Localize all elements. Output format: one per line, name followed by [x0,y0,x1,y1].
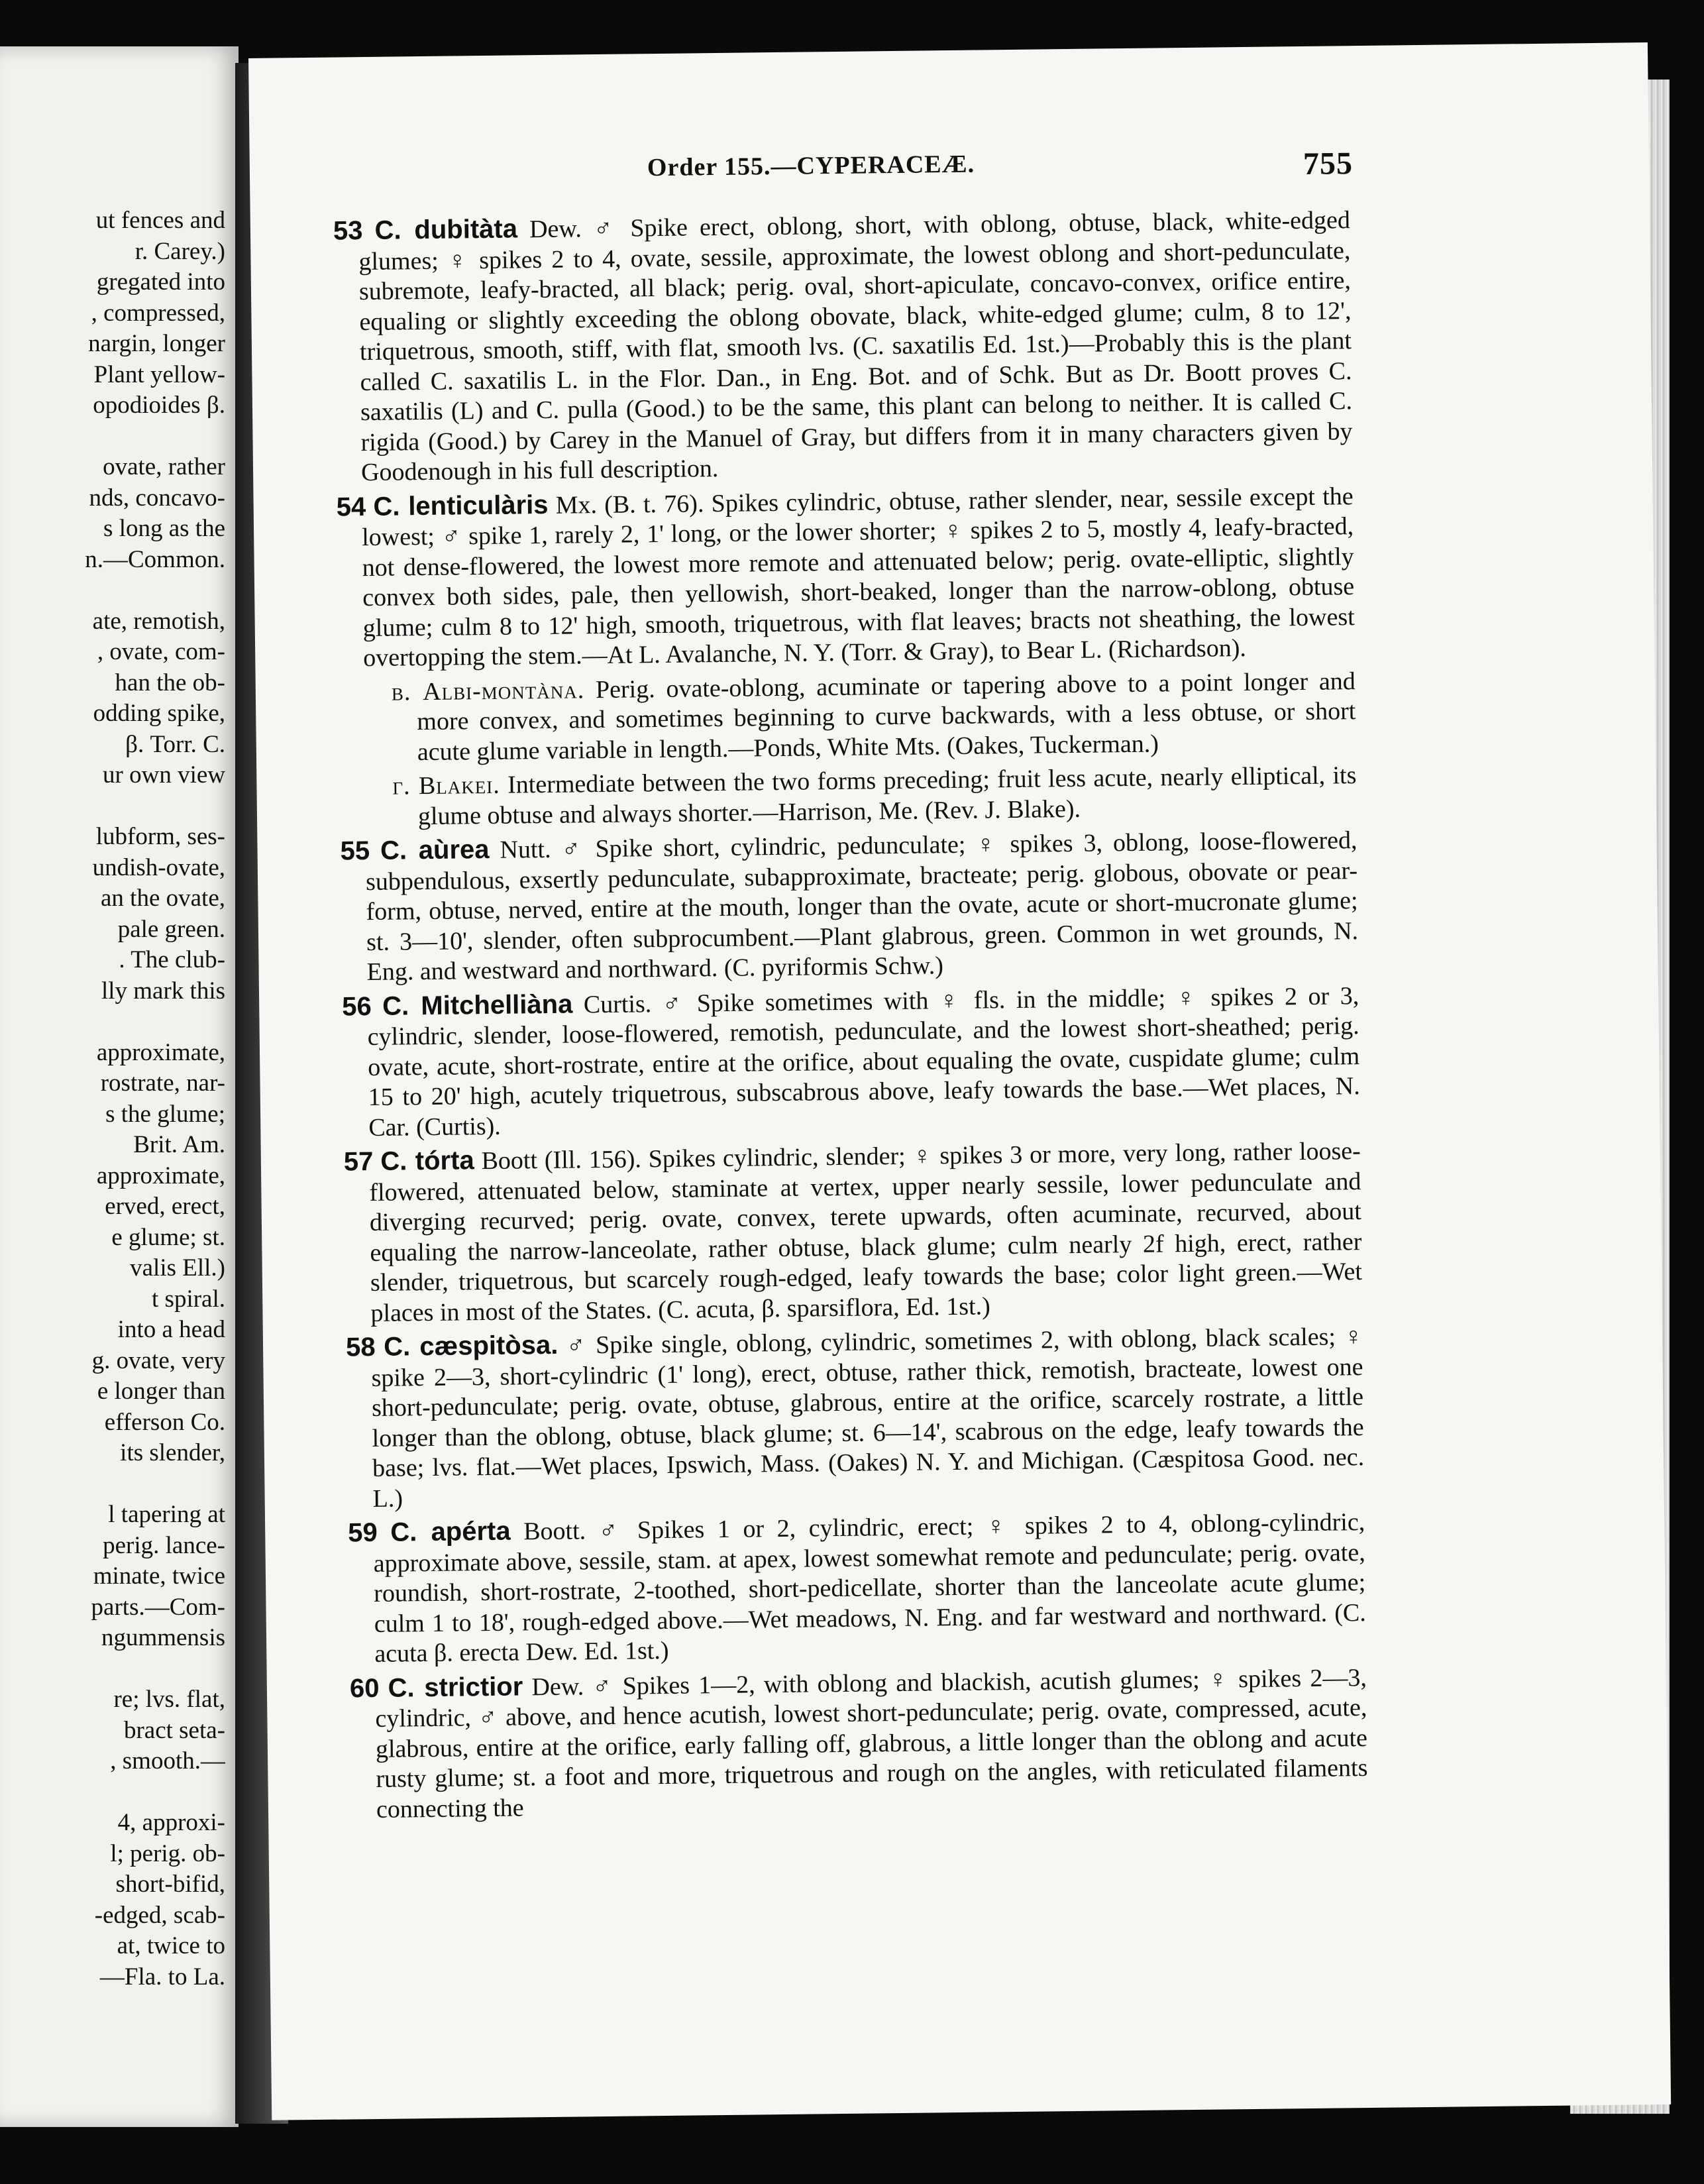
left-page-line: opodioides β. [93,392,225,419]
variety-name: γ. Blakei. [392,771,501,800]
left-page-line: ovate, rather [103,453,225,480]
species-name: C. aùrea [380,834,490,865]
running-head [250,142,1649,182]
left-page-line: ate, remotish, [92,607,225,635]
left-page-line: ut fences and [95,207,225,234]
variety-name: β. Albi-montàna. [391,675,585,706]
left-page-line: nargin, longer [88,330,225,357]
left-page-line: perig. lance- [103,1531,225,1559]
species-name: C. dubitàta [374,214,518,245]
right-page [248,42,1671,2120]
left-page-line: gregated into [96,268,225,296]
species-entry [348,1507,1366,1670]
entry-text: ♂ Spike single, oblong, cylindric, sometimes 2, with oblong, black scales; ♀ spike 2—3, short-cylindric (1' long), erect, obtuse, rather thick, remotish, bracteate, lowest one short-pedunculate; perig. ovate, obtuse, glabrous, entire at the orifice, scarcely rostrate, a little longer than the oblong, obtuse, black glume; st. 6—14', scabrous on the edge, leafy towards the base; lvs. flat.—Wet places, Ipswich, Mass. (Oakes) N. Y. and Michigan. (Cæspitosa Good. nec. L.) [371,1323,1365,1513]
left-page-line: e glume; st. [111,1223,225,1251]
page-number: 755 [1303,146,1354,182]
left-page-line: n.—Common. [85,545,225,573]
left-page-line: re; lvs. flat, [113,1686,225,1713]
left-page-line: s the glume; [105,1100,225,1128]
left-page-line: t spiral. [152,1285,225,1313]
variety-entry [339,667,1356,769]
left-page-line: e longer than [97,1378,225,1405]
left-page-line: approximate, [96,1038,225,1066]
species-entry [346,1321,1365,1514]
left-page-line: s long as the [103,515,225,542]
entry-text: Nutt. ♂ Spike short, cylindric, pedunculate; ♀ spikes 3, oblong, loose-flowered, subpendulous, exsertly pedunculate, subapproximate, bracteate; perig. globous, obovate or pear-form, obtuse, nerved, entire at the mouth, longer than the ovate, acute or short-mucronate glume; st. 3—10', slender, often subprocumbent.—Plant glabrous, green. Common in wet grounds, N. Eng. and westward and northward. (C. pyriformis Schw.) [365,826,1359,987]
species-name: C. Mitchelliàna [382,989,573,1021]
left-page-line: Plant yellow- [93,360,225,388]
left-page-line: valis Ell.) [130,1254,225,1282]
entry-text: Curtis. ♂ Spike sometimes with ♀ fls. in the middle; ♀ spikes 2 or 3, cylindric, slender, loose-flowered, remotish, pedunculate, and the lowest short-sheathed; perig. ovate, acute, short-rostrate, entire at the orifice, about equaling the ovate, cuspidate glume; culm 15 to 20' high, acutely triquetrous, subscabrous above, leafy towards the base.—Wet places, N. Car. (Curtis). [367,981,1360,1142]
species-entry [342,981,1360,1144]
left-page-line: odding spike, [93,700,225,727]
left-page-line: , ovate, com- [97,638,225,665]
left-page-line [0,1469,225,1500]
left-page-line: lubform, ses- [95,823,225,850]
left-page-line: nds, concavo- [89,484,225,512]
species-entry [333,205,1354,488]
entry-text: Intermediate between the two forms preceding; fruit less acute, nearly elliptical, its glume obtuse and always shorter.—Harrison, Me. (Rev. J. Blake). [417,761,1357,830]
left-page-line: . The club- [119,946,225,973]
running-head-title: Order 155.—CYPERACEÆ. [647,150,975,182]
left-page-line: minate, twice [93,1562,225,1590]
entry-number: 53 [333,216,363,246]
left-page-line: pale green. [117,915,225,943]
entry-number: 54 [336,492,366,522]
entry-number: 58 [345,1332,376,1362]
left-page-line: -edged, scab- [94,1901,225,1929]
left-page-line: at, twice to [117,1932,225,1959]
left-page-text [0,205,225,1993]
left-page-line: ur own view [103,761,225,789]
species-entry [340,825,1358,988]
entry-number: 56 [341,991,372,1021]
entry-text: Dew. ♂ Spike erect, oblong, short, with oblong, obtuse, black, white-edged glumes; ♀ spikes 2 to 4, ovate, sessile, approximate, the lowest oblong and short-pedunculate, subremote, leafy-bracted, all black; perig. oval, short-apiculate, concavo-convex, orifice entire, equaling or slightly exceeding the oblong obovate, black, white-edged glume; culm, 8 to 12', triquetrous, smooth, stiff, with flat, smooth lvs. (C. saxatilis Ed. 1st.)—Probably this is the plant called C. saxatilis L. in the Flor. Dan., in Eng. Bot. and of Schk. But as Dr. Boott proves C. saxatilis (L) and C. pulla (Good.) to be the same, this plant can belong to neither. It is called C. rigida (Good.) by Carey in the Manuel of Gray, but differs from it in many characters given by Goodenough in his full description. [358,206,1353,487]
entry-text: Dew. ♂ Spikes 1—2, with oblong and blackish, acutish glumes; ♀ spikes 2—3, cylindric, ♂ above, and hence acutish, lowest short-pedunculate; perig. ovate, compressed, acute, glabrous, entire at the orifice, early falling off, glabrous, a little longer than the oblong and acute rusty glume; st. a foot and more, triquetrous and rough on the angles, with reticulated filaments connecting the [375,1663,1368,1824]
left-page-line: lly mark this [101,977,225,1005]
species-entry [336,481,1355,674]
entry-text: Perig. ovate-oblong, acuminate or tapering above to a point longer and more convex, and sometimes beginning to curve backwards, with a less obtuse, or short acute glume variable in length.—Ponds, White Mts. (Oakes, Tuckerman.) [417,667,1356,766]
entry-text: Boott (Ill. 156). Spikes cylindric, slender; ♀ spikes 3 or more, very long, rather loose-flowered, attenuated below, staminate at vertex, upper nearly sessile, lower pedunculate and diverging recurved; perig. ovate, convex, terete upwards, often acuminate, recurved, about equaling the narrow-lanceolate, rather obtuse, black glume; culm nearly 2f high, erect, rather slender, triquetrous, but scarcely rough-edged, leafy towards the base; color light green.—Wet places in most of the States. (C. acuta, β. sparsiflora, Ed. 1st.) [369,1137,1363,1327]
left-page-line: undish-ovate, [92,853,225,881]
left-page-line: short-bifid, [115,1871,225,1898]
left-page-line: , compressed, [91,299,225,327]
species-name: C. apérta [390,1516,511,1547]
left-page-line: g. ovate, very [91,1346,225,1374]
left-page-line: an the ovate, [101,885,225,912]
species-entry [350,1663,1368,1826]
left-page-line [0,421,225,453]
left-page-line: Brit. Am. [133,1131,225,1158]
left-page-line: β. Torr. C. [125,730,225,758]
left-page-line: —Fla. to La. [99,1963,225,1991]
variety-entry [339,761,1357,832]
entry-number: 55 [340,836,370,866]
page-content [333,205,1369,1829]
left-page-line: r. Carey.) [134,237,225,265]
left-page-line: erved, erect, [105,1193,225,1220]
left-page-line: 4, approxi- [117,1809,225,1836]
species-name: C. cæspitòsa. [383,1330,559,1362]
species-entry [344,1136,1363,1329]
left-page-line: l; perig. ob- [110,1839,225,1867]
left-page-line: bract seta- [123,1716,225,1744]
species-name: C. tórta [380,1146,474,1176]
entry-text: Boott. ♂ Spikes 1 or 2, cylindric, erect; ♀ spikes 2 to 4, oblong-cylindric, approximate above, sessile, stam. at apex, lowest somewhat remote and pedunculate; perig. ovate, roundish, short-rostrate, 2-toothed, short-pedicellate, shorter than the lanceolate acute glume; culm 1 to 18', rough-edged above.—Wet meadows, N. Eng. and far westward and northward. (C. acuta β. erecta Dew. Ed. 1st.) [373,1508,1366,1668]
entry-number: 57 [343,1146,374,1177]
left-page-line: l tapering at [108,1501,225,1528]
left-page-line [0,1654,225,1685]
left-page-line [0,791,225,822]
left-page-line: into a head [117,1316,225,1343]
left-page-line: its slender, [120,1439,225,1466]
left-page-line: , smooth.— [110,1747,225,1774]
left-page-line: han the ob- [115,669,225,696]
entry-number: 59 [348,1517,378,1548]
entry-number: 60 [349,1673,380,1703]
left-page-line: ngummensis [101,1624,225,1651]
left-page-line: parts.—Com- [91,1593,225,1621]
species-name: C. strictior [388,1671,523,1703]
left-page [0,46,239,2127]
species-name: C. lenticulàris [373,490,549,521]
left-page-line [0,1777,225,1808]
left-page-line: rostrate, nar- [100,1069,225,1097]
entry-text: Mx. (B. t. 76). Spikes cylindric, obtuse, rather slender, near, sessile except the lowest; ♂ spike 1, rarely 2, 1' long, or the lower shorter; ♀ spikes 2 to 5, mostly 4, leafy-bracted, not dense-flowered, the lowest more remote and attenuated below; perig. ovate-elliptic, slightly convex both sides, pale, then yellowish, short-beaked, longer than the narrow-oblong, obtuse glume; culm 8 to 12' high, smooth, triquetrous, with flat leaves; bracts not sheathing, the lowest overtopping the stem.—At L. Avalanche, N. Y. (Torr. & Gray), to Bear L. (Richardson). [361,482,1355,673]
left-page-line [0,575,225,606]
left-page-line: efferson Co. [104,1408,225,1436]
left-page-line [0,1007,225,1038]
left-page-line: approximate, [96,1162,225,1189]
